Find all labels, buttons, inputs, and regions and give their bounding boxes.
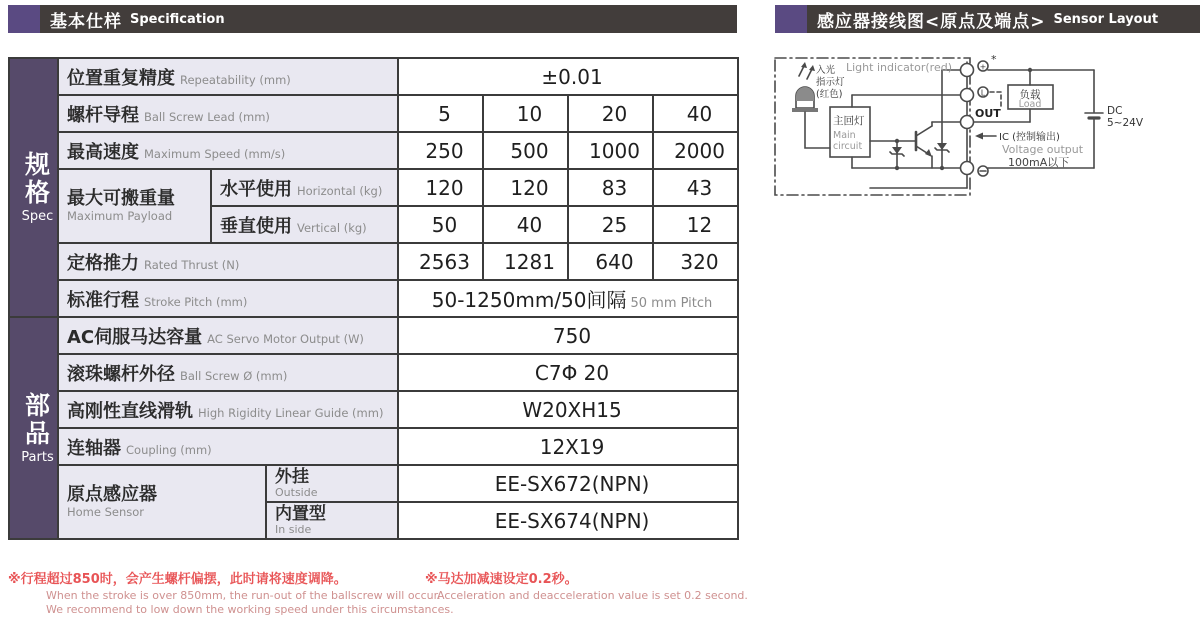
row-label-sensor-inside: 内置型 In side	[266, 502, 398, 539]
current-limit-label: 100mA以下	[1008, 156, 1070, 169]
sensor-section-header	[775, 5, 1200, 33]
value-lead-2: 10	[483, 95, 568, 132]
row-label-repeatability: 位置重复精度 Repeatability (mm)	[58, 58, 398, 95]
light-label-zh2: 指示灯	[816, 77, 845, 88]
plus-glyph: +	[979, 62, 987, 72]
row-label-coupling: 连轴器 Coupling (mm)	[58, 428, 398, 465]
table-row	[9, 95, 738, 132]
table-row	[9, 428, 738, 465]
value-ball-screw-dia: C7Φ 20	[398, 354, 738, 391]
value-thrust-2: 1281	[483, 243, 568, 280]
table-row	[9, 132, 738, 169]
table-row	[9, 354, 738, 391]
table-row	[9, 465, 738, 502]
header-accent-square	[8, 5, 40, 33]
spec-section-header	[8, 5, 737, 33]
value-sensor-outside: EE-SX672(NPN)	[398, 465, 738, 502]
value-vertical-1: 50	[398, 206, 483, 243]
zener-diode-icon	[935, 143, 949, 152]
ic-label: IC (控制输出)	[999, 132, 1060, 143]
main-circuit-label-zh: 主回灯	[833, 115, 865, 127]
spec-table	[8, 57, 739, 540]
out-label: OUT	[975, 107, 1001, 120]
table-row	[9, 280, 738, 317]
row-label-rated-thrust: 定格推力 Rated Thrust (N)	[58, 243, 398, 280]
header-accent-square	[775, 5, 807, 33]
ic-output-arrow-icon	[975, 133, 996, 140]
light-arrows-icon	[799, 62, 815, 79]
terminal-plus-circle	[961, 64, 974, 77]
value-horizontal-1: 120	[398, 169, 483, 206]
value-thrust-3: 640	[568, 243, 653, 280]
header-bar	[40, 5, 737, 33]
zener-diode-icon	[890, 141, 904, 168]
value-lead-1: 5	[398, 95, 483, 132]
value-stroke: 50-1250mm/50间隔 50 mm Pitch	[398, 280, 738, 317]
table-row	[9, 243, 738, 280]
row-label-ball-screw-dia: 滚珠螺杆外径 Ball Screw Ø (mm)	[58, 354, 398, 391]
battery-icon	[1085, 70, 1103, 168]
sensor-wiring-diagram	[770, 50, 1200, 200]
value-vertical-3: 25	[568, 206, 653, 243]
l-glyph: L	[980, 88, 986, 98]
value-thrust-1: 2563	[398, 243, 483, 280]
note-acceleration	[425, 572, 748, 603]
value-lead-4: 40	[653, 95, 738, 132]
row-label-max-speed: 最高速度 Maximum Speed (mm/s)	[58, 132, 398, 169]
note-en-line: We recommend to low down the working speed under this circumstances.	[46, 603, 454, 617]
value-repeatability: ±0.01	[398, 58, 738, 95]
value-horizontal-4: 43	[653, 169, 738, 206]
value-lead-3: 20	[568, 95, 653, 132]
note-en-line: Acceleration and deacceleration value is set 0.2 second.	[437, 588, 748, 602]
value-speed-3: 1000	[568, 132, 653, 169]
value-horizontal-2: 120	[483, 169, 568, 206]
value-thrust-4: 320	[653, 243, 738, 280]
table-row	[9, 391, 738, 428]
note-zh-line: ※行程超过850时，会产生螺杆偏摆，此时请将速度调降。	[8, 572, 347, 587]
row-label-max-payload: 最大可搬重量 Maximum Payload	[58, 169, 211, 243]
row-label-sensor-outside: 外挂 Outside	[266, 465, 398, 502]
light-label-zh1: 入光	[816, 65, 836, 76]
row-label-motor-output: AC伺服马达容量 AC Servo Motor Output (W)	[58, 317, 398, 354]
note-zh-line: ※马达加减速设定0.2秒。	[425, 572, 578, 587]
header-bar	[807, 5, 1200, 33]
load-label-zh: 负载	[1019, 89, 1041, 101]
dc-voltage-label: 5~24V	[1107, 117, 1144, 129]
transistor-icon	[916, 122, 932, 168]
star-note: *	[991, 53, 997, 66]
value-linear-guide: W20XH15	[398, 391, 738, 428]
light-indicator-label: Light indicator(red)	[846, 61, 952, 74]
value-horizontal-3: 83	[568, 169, 653, 206]
terminal-minus-circle	[961, 162, 974, 175]
value-coupling: 12X19	[398, 428, 738, 465]
load-label-en: Load	[1018, 99, 1042, 110]
sensor-header-title-en: Sensor Layout	[1053, 11, 1159, 27]
sensor-header-title-zh: 感应器接线图<原点及端点>	[817, 11, 1046, 32]
spec-header-title-zh: 基本仕样	[50, 11, 122, 32]
spec-header-title-en: Specification	[130, 11, 225, 27]
light-label-zh3: (红色)	[816, 89, 843, 100]
row-label-horizontal: 水平使用 Horizontal (kg)	[211, 169, 398, 206]
table-row	[9, 169, 738, 206]
note-en-line: When the stroke is over 850mm, the run-out of the ballscrew will occur.	[46, 588, 441, 602]
dc-label: DC	[1107, 105, 1123, 117]
main-circuit-label-en2: circuit	[833, 141, 863, 152]
value-speed-4: 2000	[653, 132, 738, 169]
row-label-home-sensor: 原点感应器 Home Sensor	[58, 465, 266, 539]
row-label-vertical: 垂直使用 Vertical (kg)	[211, 206, 398, 243]
value-vertical-2: 40	[483, 206, 568, 243]
terminal-l-circle	[961, 89, 974, 102]
row-label-ball-screw-lead: 螺杆导程 Ball Screw Lead (mm)	[58, 95, 398, 132]
table-row	[9, 317, 738, 354]
table-row	[9, 58, 738, 95]
voltage-output-label: Voltage output	[1002, 143, 1084, 156]
row-label-linear-guide: 高刚性直线滑轨 High Rigidity Linear Guide (mm)	[58, 391, 398, 428]
value-motor-output: 750	[398, 317, 738, 354]
value-speed-2: 500	[483, 132, 568, 169]
note-stroke-warning	[8, 572, 454, 617]
value-vertical-4: 12	[653, 206, 738, 243]
sidebar-spec: 规格 Spec	[9, 58, 58, 317]
row-label-stroke: 标准行程 Stroke Pitch (mm)	[58, 280, 398, 317]
value-sensor-inside: EE-SX674(NPN)	[398, 502, 738, 539]
main-circuit-label-en1: Main	[833, 130, 856, 141]
sidebar-parts: 部品 Parts	[9, 317, 58, 539]
value-speed-1: 250	[398, 132, 483, 169]
terminal-out-circle	[961, 116, 974, 129]
